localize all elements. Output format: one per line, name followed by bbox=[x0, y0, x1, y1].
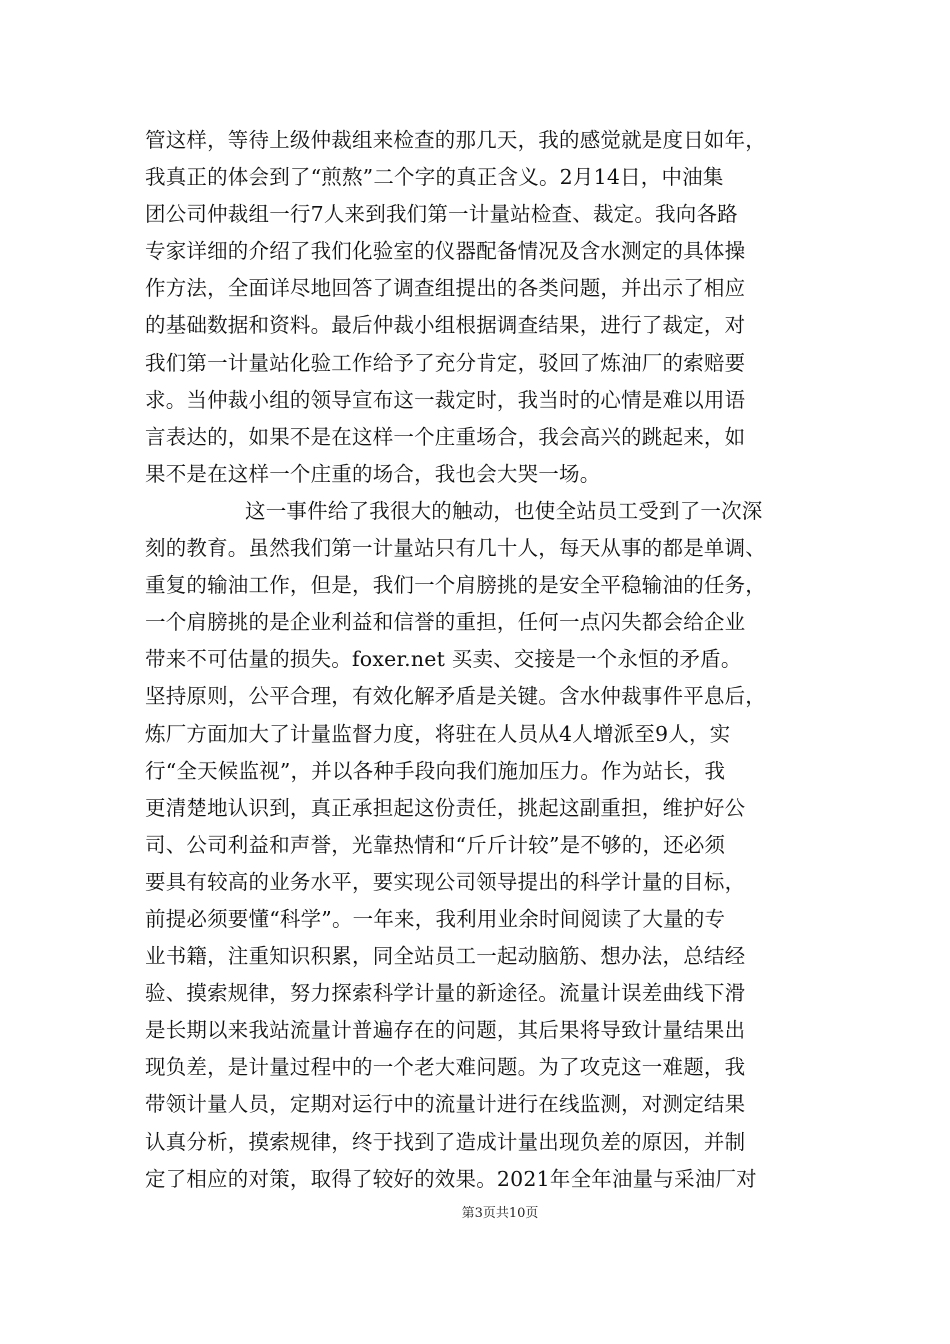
text-line: 团公司仲裁组一行7人来到我们第一计量站检查、裁定。我向各路 bbox=[145, 202, 738, 227]
text-line: 专家详细的介绍了我们化验室的仪器配备情况及含水测定的具体操 bbox=[145, 239, 746, 264]
body-text bbox=[145, 122, 815, 1198]
text-line: 是长期以来我站流量计普遍存在的问题，其后果将导致计量结果出 bbox=[145, 1018, 746, 1043]
text-line: 要具有较高的业务水平，要实现公司领导提出的科学计量的目标， bbox=[145, 869, 746, 894]
text-line: 现负差，是计量过程中的一个老大难问题。为了攻克这一难题，我 bbox=[145, 1055, 746, 1080]
text-line: 管这样，等待上级仲裁组来检查的那几天，我的感觉就是度日如年， bbox=[145, 128, 766, 152]
text-line: 定了相应的对策，取得了较好的效果。2021年全年油量与采油厂对 bbox=[145, 1166, 757, 1191]
text-line: 验、摸索规律，努力探索科学计量的新途径。流量计误差曲线下滑 bbox=[145, 981, 746, 1006]
text-line: 行“全天候监视”，并以各种手段向我们施加压力。作为站长，我 bbox=[145, 758, 726, 783]
text-line: 业书籍，注重知识积累，同全站员工一起动脑筋、想办法，总结经 bbox=[145, 944, 746, 969]
text-line: 认真分析，摸索规律，终于找到了造成计量出现负差的原因，并制 bbox=[145, 1129, 746, 1154]
text-line: 炼厂方面加大了计量监督力度，将驻在人员从4人增派至9人，实 bbox=[145, 721, 731, 746]
text-line: 求。当仲裁小组的领导宣布这一裁定时，我当时的心情是难以用语 bbox=[145, 387, 746, 412]
text-line: 带领计量人员，定期对运行中的流量计进行在线监测，对测定结果 bbox=[145, 1092, 746, 1117]
page-number-footer: 第3页共10页 bbox=[461, 1206, 539, 1221]
text-line: 的基础数据和资料。最后仲裁小组根据调查结果，进行了裁定，对 bbox=[145, 313, 746, 338]
text-line: 更清楚地认识到，真正承担起这份责任，挑起这副重担，维护好公 bbox=[145, 795, 746, 820]
text-line: 带来不可估量的损失。foxer.net 买卖、交接是一个永恒的矛盾。 bbox=[145, 647, 742, 672]
text-line: 坚持原则，公平合理，有效化解矛盾是关键。含水仲裁事件平息后， bbox=[145, 684, 766, 709]
text-line: 前提必须要懂“科学”。一年来，我利用业余时间阅读了大量的专 bbox=[145, 906, 726, 931]
text-line: 果不是在这样一个庄重的场合，我也会大哭一场。 bbox=[145, 461, 601, 486]
text-line: 作方法，全面详尽地回答了调查组提出的各类问题，并出示了相应 bbox=[145, 276, 746, 301]
text-line: 我们第一计量站化验工作给予了充分肯定，驳回了炼油厂的索赔要 bbox=[145, 350, 746, 375]
text-line: 刻的教育。虽然我们第一计量站只有几十人，每天从事的都是单调、 bbox=[145, 536, 766, 561]
text-line: 重复的输油工作，但是，我们一个肩膀挑的是安全平稳输油的任务， bbox=[145, 573, 766, 598]
text-line: 我真正的体会到了“煎熬”二个字的真正含义。2月14日，中油集 bbox=[145, 165, 724, 190]
text-line: 一个肩膀挑的是企业利益和信誉的重担，任何一点闪失都会给企业 bbox=[145, 610, 746, 635]
text-line: 司、公司利益和声誉，光靠热情和“斤斤计较”是不够的，还必须 bbox=[145, 832, 726, 857]
text-line: 言表达的，如果不是在这样一个庄重场合，我会高兴的跳起来，如 bbox=[145, 424, 746, 449]
paragraph-start-line: 这一事件给了我很大的触动，也使全站员工受到了一次深 bbox=[245, 498, 763, 523]
